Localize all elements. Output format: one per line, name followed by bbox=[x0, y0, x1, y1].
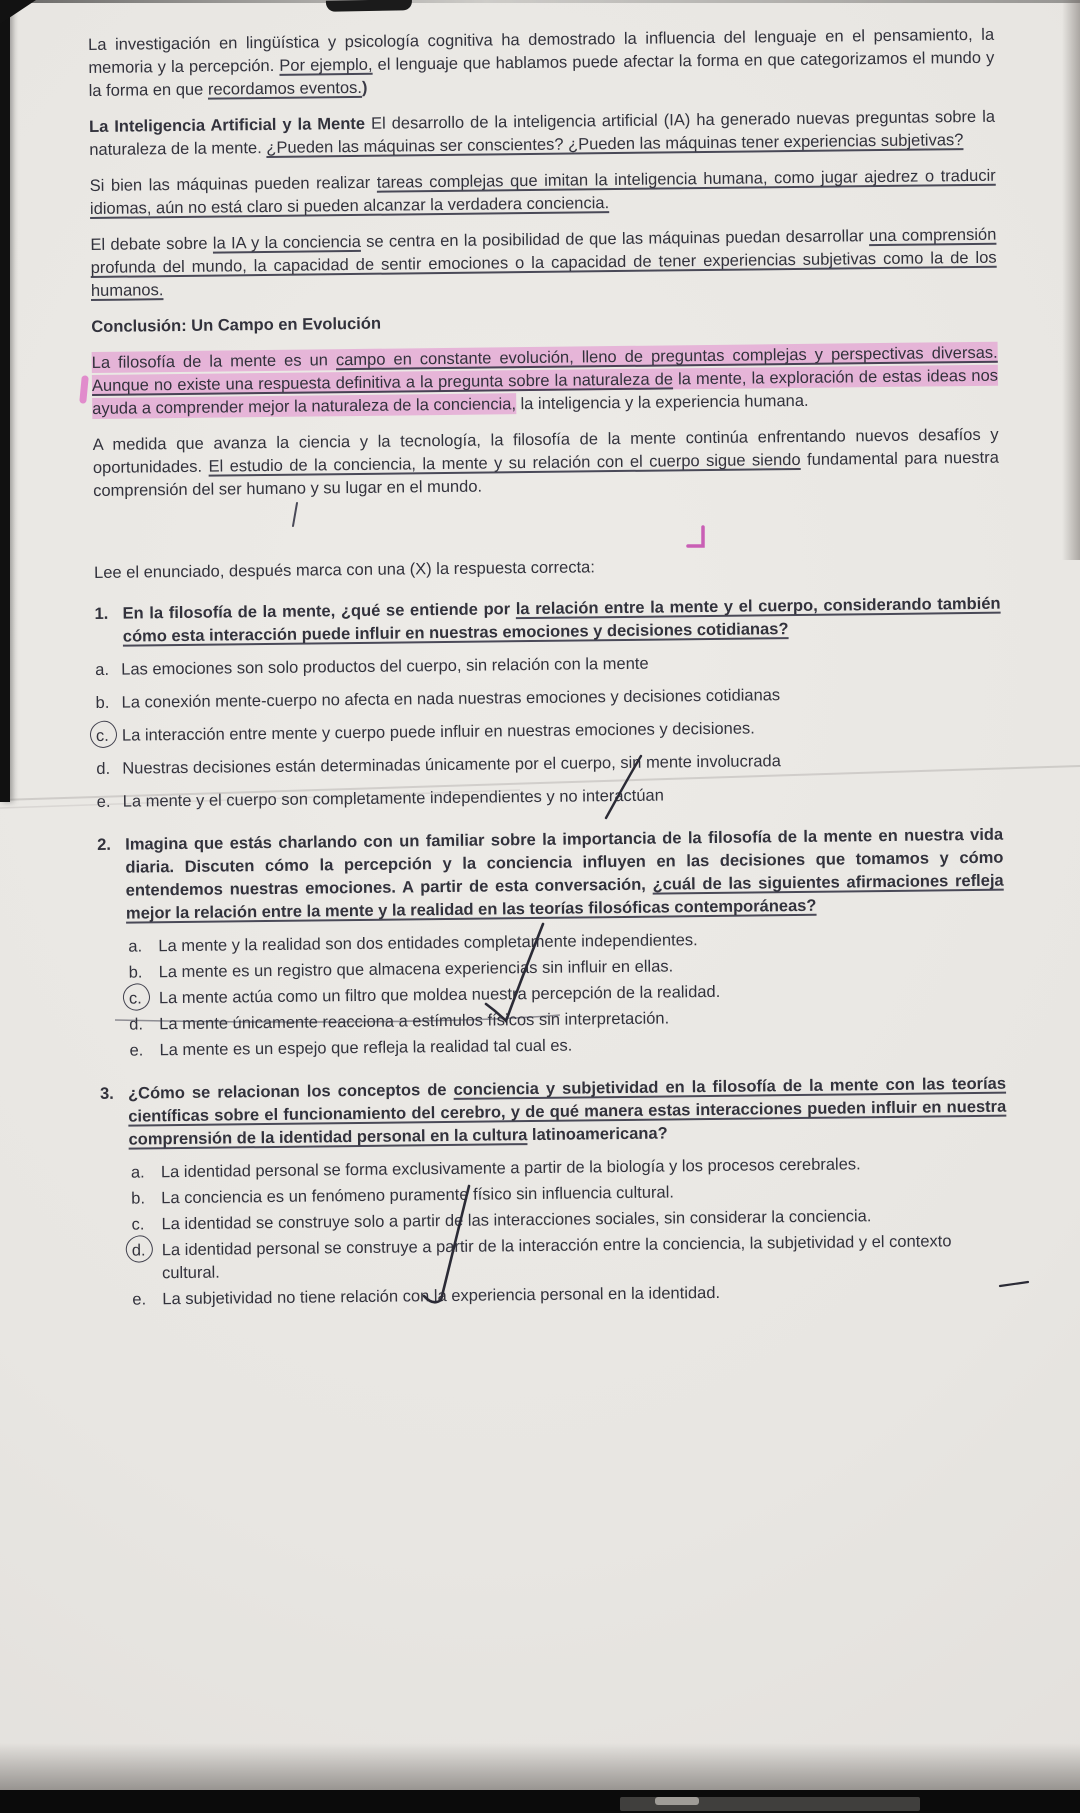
question-3-heading bbox=[100, 1073, 1007, 1152]
option-text: La mente y la realidad son dos entidades completamente independientes. bbox=[158, 931, 698, 956]
scan-corner-top-left bbox=[0, 0, 36, 24]
text-segment: se centra en la posibilidad de que las máquinas puedan desarrollar bbox=[360, 227, 870, 251]
question-block-3 bbox=[100, 1073, 1009, 1312]
question-2-options bbox=[128, 926, 1005, 1063]
question-text bbox=[128, 1073, 1007, 1152]
instruction-line: Lee el enunciado, después marca con una (X) la respuesta correcta: bbox=[94, 558, 595, 582]
paragraph-philosophy-evolving bbox=[92, 342, 999, 421]
text-segment: el lenguaje que hablamos puede afectar la forma en que categorizamos el mundo y la forma en que bbox=[88, 48, 995, 100]
text-segment: ¿Cómo se relacionan los conceptos de bbox=[127, 1080, 454, 1103]
option-letter: e. bbox=[132, 1290, 147, 1309]
option-text: La identidad se construye solo a partir de las interacciones sociales, sin considerar la conciencia. bbox=[161, 1207, 872, 1234]
text-segment: la mente, la exploración de estas ideas nos ayuda a comprender mejor la naturaleza de la conciencia, bbox=[92, 366, 999, 418]
text-segment: Imagina que estás charlando con un familiar sobre la importancia de la filosofía de la mente en nuestra vida diaria. Discuten cómo la percepción y la conciencia influyen en las decisiones que tomamos y cómo entendemos nuestras emociones. A partir de esta conversación, bbox=[125, 825, 1004, 900]
paragraph-machine-tasks bbox=[90, 165, 996, 221]
option-text: La subjetividad no tiene relación con la experiencia personal en la identidad. bbox=[162, 1283, 721, 1309]
question-1-options bbox=[95, 649, 1003, 814]
option-row bbox=[95, 649, 1001, 682]
option-text: La identidad personal se forma exclusivamente a partir de la biología y los procesos cerebrales. bbox=[160, 1155, 861, 1182]
option-text: La identidad personal se construye a partir de la interacción entre la conciencia, la subjetividad y el contexto cultural. bbox=[161, 1232, 952, 1283]
option-row bbox=[96, 748, 1002, 781]
option-row bbox=[96, 715, 1002, 748]
text-segment: la relación entre la mente y el cuerpo, considerando también cómo esta interacción puede influir en nuestras emociones y decisiones cotidianas? bbox=[122, 594, 1001, 646]
text-segment: recordamos eventos. bbox=[207, 78, 363, 99]
option-text: La mente actúa como un filtro que moldea nuestra percepción de la realidad. bbox=[158, 982, 721, 1008]
option-text: La mente y el cuerpo son completamente independientes y no interactúan bbox=[122, 786, 664, 811]
text-segment: El estudio de la conciencia, la mente y su relación con el cuerpo sigue siendo bbox=[208, 450, 801, 476]
option-text: La interacción entre mente y cuerpo puede influir en nuestras emociones y decisiones. bbox=[121, 719, 755, 745]
option-text: La mente es un registro que almacena experiencias sin influir en ellas. bbox=[158, 957, 674, 982]
text-segment: Por ejemplo, bbox=[279, 55, 373, 75]
paragraph-language-research bbox=[88, 24, 995, 103]
option-letter: b. bbox=[95, 693, 110, 712]
text-segment: una comprensión profunda del mundo, la capacidad de sentir emociones o la capacidad de tener experiencias subjetivas como la de los humanos. bbox=[90, 225, 997, 300]
text-segment: El debate sobre bbox=[90, 234, 213, 254]
conclusion-heading: Conclusión: Un Campo en Evolución bbox=[91, 314, 382, 336]
option-letter: e. bbox=[96, 792, 111, 811]
question-text bbox=[122, 593, 1000, 649]
text-segment: conciencia y subjetividad en la filosofía de la mente con las teorías científicas sobre el funcionamiento del cerebro, y de qué manera estas interacciones pueden influir en nuestra comprensión de la identidad personal en la cultura bbox=[128, 1074, 1007, 1149]
option-letter: b. bbox=[131, 1189, 146, 1208]
scan-bottom-shadow bbox=[0, 1743, 1080, 1791]
option-row bbox=[97, 781, 1003, 814]
answer-circle-mark: d. bbox=[132, 1239, 146, 1262]
question-text bbox=[125, 824, 1004, 926]
option-text: La conciencia es un fenómeno puramente físico sin influencia cultural. bbox=[161, 1183, 675, 1208]
option-row bbox=[132, 1230, 1008, 1286]
question-number: 2. bbox=[97, 835, 112, 854]
text-segment: La investigación en lingüística y psicología cognitiva ha demostrado la influencia del lenguaje en el pensamiento, la memoria y la percepción. bbox=[88, 25, 995, 77]
scan-edge-bottom-light bbox=[655, 1797, 699, 1805]
question-number: 3. bbox=[99, 1084, 114, 1103]
scan-top-smudge bbox=[326, 0, 412, 12]
text-segment: ) bbox=[361, 78, 368, 97]
text-segment: La filosofía de la mente es un bbox=[91, 351, 337, 372]
document-content bbox=[88, 24, 1009, 1332]
text-segment: campo en constante evolución, lleno de preguntas complejas y perspectivas diversas. Aunque no existe una respuesta definitiva a la pregunta sobre la naturaleza de bbox=[91, 343, 998, 395]
text-segment: ¿cuál de las siguientes afirmaciones refleja mejor la relación entre la mente y la realidad en las teorías filosóficas contemporáneas? bbox=[125, 871, 1004, 923]
text-segment: ¿Pueden las máquinas ser conscientes? ¿Pueden las máquinas tener experiencias subjetivas? bbox=[266, 131, 964, 157]
answer-circle-mark: c. bbox=[96, 725, 109, 748]
paragraph-science-advances bbox=[93, 424, 1000, 503]
question-number: 1. bbox=[94, 604, 109, 623]
text-segment: tareas complejas que imitan la inteligencia humana, como jugar ajedrez o traducir idiomas, aún no está claro si pueden alcanzar la verdadera conciencia. bbox=[89, 166, 996, 218]
text-segment: latinoamericana? bbox=[527, 1124, 668, 1145]
question-1-heading bbox=[94, 593, 1000, 649]
option-row bbox=[95, 682, 1001, 715]
option-text: La mente es un espejo que refleja la realidad tal cual es. bbox=[159, 1036, 573, 1060]
text-segment: El desarrollo de la inteligencia artificial (IA) ha generado nuevas preguntas sobre la naturaleza de la mente. bbox=[89, 107, 996, 159]
option-letter: a. bbox=[95, 660, 110, 679]
text-segment: En la filosofía de la mente, ¿qué se entiende por bbox=[122, 600, 516, 623]
answer-circle-mark: c. bbox=[129, 987, 142, 1010]
option-letter: d. bbox=[96, 759, 111, 778]
question-2-heading bbox=[97, 824, 1004, 926]
highlighter-start-mark bbox=[83, 379, 85, 400]
question-block-2 bbox=[97, 824, 1006, 1063]
option-text: La mente únicamente reacciona a estímulos físicos sin interpretación. bbox=[159, 1009, 670, 1034]
option-letter: a. bbox=[128, 937, 143, 956]
option-letter: d. bbox=[129, 1015, 144, 1034]
option-letter: e. bbox=[129, 1041, 144, 1060]
text-segment: La Inteligencia Artificial y la Mente bbox=[88, 114, 366, 136]
text-segment: Si bien las máquinas pueden realizar bbox=[89, 173, 377, 195]
text-segment: fundamental para nuestra comprensión del ser humano y su lugar en el mundo. bbox=[93, 448, 999, 500]
option-text: Las emociones son solo productos del cuerpo, sin relación con la mente bbox=[121, 654, 649, 679]
text-segment: la inteligencia y la experiencia humana. bbox=[515, 391, 809, 414]
scan-top-edge bbox=[0, 0, 1080, 3]
option-letter: b. bbox=[128, 963, 143, 982]
question-3-options bbox=[131, 1152, 1009, 1312]
option-letter: a. bbox=[130, 1163, 145, 1182]
text-segment: A medida que avanza la ciencia y la tecnología, la filosofía de la mente continúa enfrentando nuevos desafíos y oportunidades. bbox=[92, 425, 999, 477]
paragraph-ai-and-mind bbox=[89, 106, 995, 162]
scan-edge-right-shade bbox=[1062, 0, 1080, 560]
text-segment: la IA y la conciencia bbox=[212, 232, 361, 253]
question-block-1 bbox=[94, 593, 1002, 814]
option-text: La conexión mente-cuerpo no afecta en nada nuestras emociones y decisiones cotidianas bbox=[121, 686, 781, 712]
option-text: Nuestras decisiones están determinadas únicamente por el cuerpo, sin mente involucrada bbox=[122, 752, 781, 778]
paragraph-ai-consciousness-debate bbox=[90, 224, 997, 303]
option-letter: c. bbox=[131, 1215, 145, 1234]
scan-edge-left bbox=[0, 0, 10, 802]
